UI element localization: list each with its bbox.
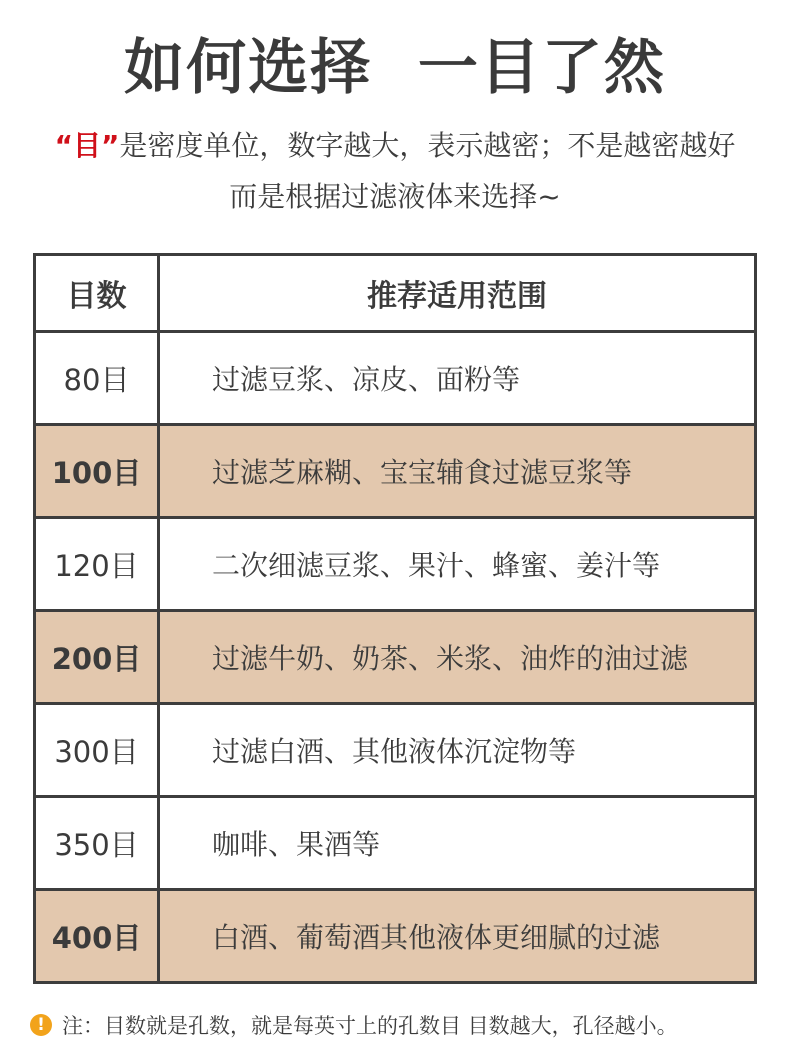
mu-quote-highlight: “目” [54, 129, 120, 162]
usage-cell: 过滤豆浆、凉皮、面粉等 [212, 363, 521, 396]
table-row [36, 516, 754, 609]
mesh-count-cell: 200目 [36, 612, 160, 702]
mesh-count-cell: 400目 [36, 891, 160, 981]
mesh-usage-table [33, 253, 757, 984]
subtitle-line-2: 而是根据过滤液体来选择~ [229, 180, 561, 213]
footnote-text: 注：目数就是孔数，就是每英寸上的孔数目 目数越大，孔径越小。 [62, 1014, 678, 1038]
usage-cell: 咖啡、果酒等 [212, 828, 381, 861]
page-title: 如何选择 一目了然 [124, 33, 666, 103]
table-header-row [36, 256, 754, 330]
table-row [36, 423, 754, 516]
mesh-count-cell: 300目 [36, 705, 160, 795]
table-row [36, 609, 754, 702]
table-row [36, 888, 754, 981]
table-row [36, 795, 754, 888]
mesh-count-cell: 80目 [36, 333, 160, 423]
usage-cell: 二次细滤豆浆、果汁、蜂蜜、姜汁等 [212, 549, 661, 582]
usage-cell: 过滤芝麻糊、宝宝辅食过滤豆浆等 [212, 456, 633, 489]
header-recommended-usage: 推荐适用范围 [367, 279, 547, 314]
table-row [36, 330, 754, 423]
usage-cell: 过滤牛奶、奶茶、米浆、油炸的油过滤 [212, 642, 689, 675]
warning-icon: ! [30, 1014, 52, 1036]
usage-cell: 过滤白酒、其他液体沉淀物等 [212, 735, 577, 768]
mesh-count-cell: 120目 [36, 519, 160, 609]
subtitle-line-1 [0, 126, 790, 166]
footnote [30, 1010, 678, 1040]
header-mesh-count: 目数 [36, 256, 160, 330]
table-row [36, 702, 754, 795]
usage-cell: 白酒、葡萄酒其他液体更细腻的过滤 [212, 921, 661, 954]
mesh-count-cell: 100目 [36, 426, 160, 516]
subtitle-line-1-text: 是密度单位，数字越大，表示越密；不是越密越好 [119, 129, 736, 162]
mesh-count-cell: 350目 [36, 798, 160, 888]
